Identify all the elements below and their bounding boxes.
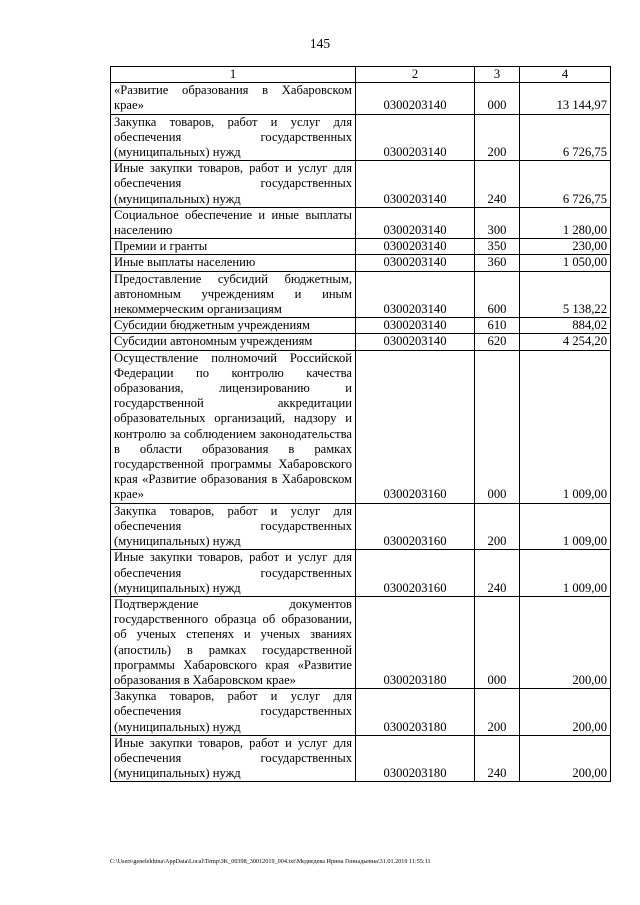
- row-type: 200: [475, 689, 520, 736]
- row-code: 0300203180: [356, 689, 475, 736]
- header-col-4: 4: [520, 67, 611, 83]
- row-type: 240: [475, 161, 520, 208]
- table-row: [111, 503, 611, 550]
- table-row: [111, 350, 611, 503]
- table-row: [111, 271, 611, 318]
- row-name: Закупка товаров, работ и услуг для обеспечения государственных (муниципальных) нужд: [111, 114, 356, 161]
- row-name: Субсидии бюджетным учреждениям: [111, 318, 356, 334]
- row-amount: 1 009,00: [520, 550, 611, 597]
- row-name: Иные закупки товаров, работ и услуг для обеспечения государственных (муниципальных) нужд: [111, 735, 356, 782]
- row-code: 0300203140: [356, 83, 475, 114]
- header-row: [111, 67, 611, 83]
- row-amount: 1 009,00: [520, 350, 611, 503]
- row-code: 0300203140: [356, 207, 475, 238]
- row-name: Предоставление субсидий бюджетным, автономным учреждениям и иным некоммерческим организациям: [111, 271, 356, 318]
- table-row: [111, 161, 611, 208]
- row-amount: 1 280,00: [520, 207, 611, 238]
- row-amount: 5 138,22: [520, 271, 611, 318]
- row-code: 0300203140: [356, 318, 475, 334]
- file-path-footer: C:\Users\genelekhina\AppData\Local\Temp\3K_00398_30012019_004.txt\Медведева Ирина Геннадьевна\31.01.2019 11:55:11: [110, 858, 431, 865]
- row-name: Закупка товаров, работ и услуг для обеспечения государственных (муниципальных) нужд: [111, 689, 356, 736]
- row-code: 0300203140: [356, 114, 475, 161]
- row-type: 000: [475, 350, 520, 503]
- table-row: [111, 689, 611, 736]
- row-type: 610: [475, 318, 520, 334]
- table-row: [111, 83, 611, 114]
- row-type: 350: [475, 239, 520, 255]
- row-code: 0300203140: [356, 161, 475, 208]
- row-code: 0300203180: [356, 735, 475, 782]
- table-row: [111, 255, 611, 271]
- row-name: «Развитие образования в Хабаровском крае»: [111, 83, 356, 114]
- row-type: 000: [475, 596, 520, 688]
- table-header: [111, 67, 611, 83]
- table-row: [111, 207, 611, 238]
- row-amount: 6 726,75: [520, 114, 611, 161]
- row-type: 600: [475, 271, 520, 318]
- table-row: [111, 596, 611, 688]
- row-name: Премии и гранты: [111, 239, 356, 255]
- row-name: Социальное обеспечение и иные выплаты населению: [111, 207, 356, 238]
- row-name: Закупка товаров, работ и услуг для обеспечения государственных (муниципальных) нужд: [111, 503, 356, 550]
- row-name: Субсидии автономным учреждениям: [111, 334, 356, 350]
- row-amount: 6 726,75: [520, 161, 611, 208]
- row-type: 360: [475, 255, 520, 271]
- table-body: [111, 83, 611, 782]
- row-type: 300: [475, 207, 520, 238]
- row-code: 0300203180: [356, 596, 475, 688]
- row-name: Подтверждение документов государственного образца об образовании, об ученых степенях и ученых званиях (апостиль) в рамках государственной программы Хабаровского края «Развитие образования в Хабаровском крае»: [111, 596, 356, 688]
- row-code: 0300203140: [356, 271, 475, 318]
- row-code: 0300203140: [356, 239, 475, 255]
- row-type: 200: [475, 114, 520, 161]
- budget-table: [110, 66, 611, 782]
- row-amount: 4 254,20: [520, 334, 611, 350]
- row-name: Иные закупки товаров, работ и услуг для обеспечения государственных (муниципальных) нужд: [111, 550, 356, 597]
- row-type: 240: [475, 550, 520, 597]
- row-code: 0300203140: [356, 334, 475, 350]
- row-code: 0300203140: [356, 255, 475, 271]
- table-row: [111, 735, 611, 782]
- row-amount: 1 050,00: [520, 255, 611, 271]
- row-amount: 884,02: [520, 318, 611, 334]
- row-code: 0300203160: [356, 503, 475, 550]
- row-amount: 1 009,00: [520, 503, 611, 550]
- row-amount: 200,00: [520, 689, 611, 736]
- header-col-2: 2: [356, 67, 475, 83]
- row-name: Иные выплаты населению: [111, 255, 356, 271]
- table-row: [111, 114, 611, 161]
- row-amount: 200,00: [520, 735, 611, 782]
- row-code: 0300203160: [356, 350, 475, 503]
- row-type: 200: [475, 503, 520, 550]
- header-col-3: 3: [475, 67, 520, 83]
- row-type: 240: [475, 735, 520, 782]
- table-row: [111, 334, 611, 350]
- row-type: 620: [475, 334, 520, 350]
- table-row: [111, 239, 611, 255]
- row-name: Осуществление полномочий Российской Федерации по контролю качества образования, лицензированию и государственной аккредитации образовательных организаций, надзору и контролю за соблюдением законодательства в области образования в рамках государственной программы Хабаровского края «Развитие образования в Хабаровском крае»: [111, 350, 356, 503]
- row-name: Иные закупки товаров, работ и услуг для обеспечения государственных (муниципальных) нужд: [111, 161, 356, 208]
- header-col-1: 1: [111, 67, 356, 83]
- row-amount: 13 144,97: [520, 83, 611, 114]
- row-type: 000: [475, 83, 520, 114]
- table-row: [111, 318, 611, 334]
- row-amount: 200,00: [520, 596, 611, 688]
- table-row: [111, 550, 611, 597]
- row-code: 0300203160: [356, 550, 475, 597]
- row-amount: 230,00: [520, 239, 611, 255]
- page-number: 145: [309, 36, 331, 51]
